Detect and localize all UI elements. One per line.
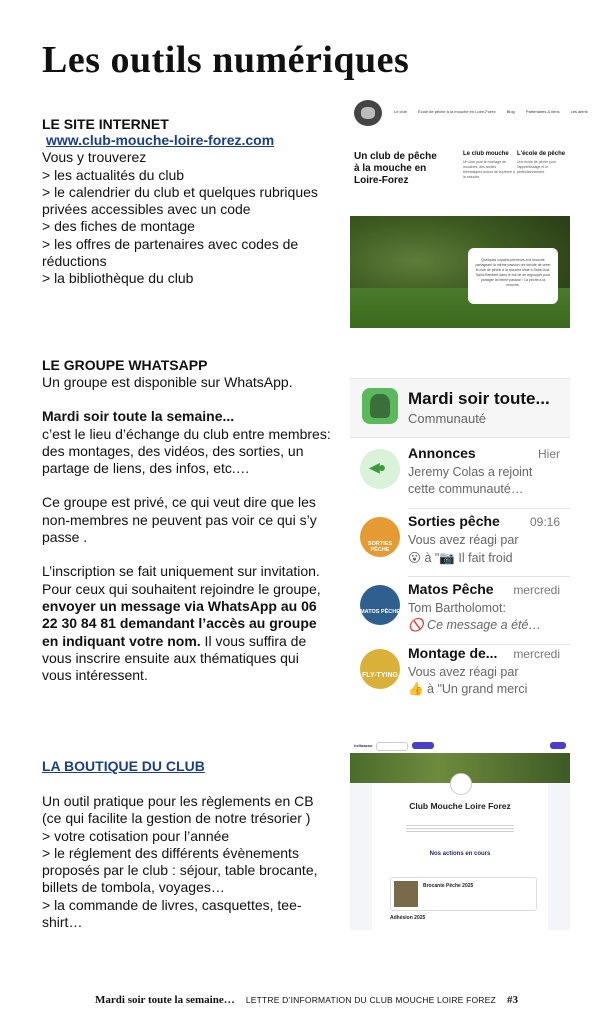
whatsapp-intro: Un groupe est disponible sur WhatsApp. xyxy=(42,374,293,390)
boutique-screenshot xyxy=(350,739,570,930)
footer-letter-title: LETTRE D’INFORMATION DU CLUB MOUCHE LOIRE FOREZ xyxy=(245,995,496,1005)
fly-tying-avatar xyxy=(360,649,400,689)
event-image xyxy=(394,881,418,907)
matos-peche-avatar xyxy=(360,585,400,625)
chat-name: Matos Pêche xyxy=(408,581,494,597)
chat-time: 09:16 xyxy=(529,515,560,529)
chat-name: Sorties pêche xyxy=(408,513,500,529)
megaphone-icon xyxy=(360,449,400,489)
chat-time: mercredi xyxy=(513,647,560,661)
sorties-peche-avatar xyxy=(360,517,400,557)
chat-row-annonces[interactable] xyxy=(350,441,570,509)
site-line: > la bibliothèque du club xyxy=(42,270,194,287)
org-description xyxy=(406,823,514,833)
site-heading: LE SITE INTERNET xyxy=(42,116,169,132)
website-screenshot xyxy=(350,96,588,328)
site-hero-title: Un club de pêche à la mouche en Loire-Forez xyxy=(354,151,437,186)
chat-preview: 🚫 Ce message a été… xyxy=(408,618,541,632)
chat-preview: Vous avez réagi par xyxy=(408,665,519,679)
event-title[interactable]: Adhésion 2025 xyxy=(390,915,426,921)
site-line: > les offres de partenaires avec codes de réductions xyxy=(42,235,299,270)
site-card-text: Quelques copains pêcheurs à la mouche partageant la même passion ont décidé de créer le club de pêche à la mouche situé à Saint-Just-Saint-Rambert dans le but de se regrouper pour partager la même passion : La pêche à la mouche. xyxy=(475,258,551,287)
site-nav-item[interactable]: Blog xyxy=(506,109,515,114)
site-line: > des fiches de montage xyxy=(42,218,195,235)
boutique-section-text xyxy=(42,793,332,931)
whatsapp-paragraph xyxy=(42,563,332,684)
boutique-line: > votre cotisation pour l’année xyxy=(42,827,230,844)
page-title: Les outils numériques xyxy=(42,39,410,81)
shop-brand: helloasso xyxy=(354,743,373,748)
whatsapp-group-name: Mardi soir toute la semaine... xyxy=(42,408,235,425)
site-col-ecole xyxy=(517,151,569,175)
community-header[interactable] xyxy=(350,379,570,438)
boutique-line: > le réglement des différents évènements proposés par le club : séjour, table brocante, billets de tombola, voyages… xyxy=(42,844,318,896)
avatar-label: SORTIES PÊCHE xyxy=(367,541,393,553)
login-button[interactable] xyxy=(550,742,566,749)
event-title: Brocante Pêche 2025 xyxy=(423,883,474,889)
whatsapp-paragraph: c’est le lieu d’échange du club entre membres: des montages, des vidéos, des sorties, un partage de liens, des infos, etc.… xyxy=(42,425,331,477)
chat-preview: Jeremy Colas a rejoint xyxy=(408,465,533,479)
whatsapp-paragraph: Ce groupe est privé, ce qui veut dire que les non-membres ne peuvent pas voir ce qui s’y passe . xyxy=(42,494,317,546)
chat-preview: cette communauté… xyxy=(408,482,524,496)
org-logo-icon xyxy=(450,773,472,795)
chat-row-sorties[interactable] xyxy=(350,509,570,577)
event-card[interactable] xyxy=(390,877,537,911)
page-footer xyxy=(0,994,613,1006)
avatar-label: FLY-TYING xyxy=(362,672,398,679)
community-icon xyxy=(362,388,398,424)
site-nav-item[interactable]: École de pêche à la mouche en Loire-Forez xyxy=(418,109,496,114)
chat-preview: 😮 à "📷 Il fait froid xyxy=(408,551,513,565)
search-button[interactable] xyxy=(412,742,434,749)
site-col-title: L'école de pêche xyxy=(517,151,566,157)
shop-topbar xyxy=(350,739,570,754)
boutique-line: > la commande de livres, casquettes, tee-shirt… xyxy=(42,896,302,931)
actions-title: Nos actions en cours xyxy=(429,851,491,857)
site-intro-card xyxy=(468,248,558,304)
site-url-link[interactable]: www.club-mouche-loire-forez.com xyxy=(46,132,275,148)
site-line: > le calendrier du club et quelques rubriques privées accessibles avec un code xyxy=(42,183,318,218)
site-line: > les actualités du club xyxy=(42,166,185,183)
whatsapp-section-text xyxy=(42,374,332,684)
avatar-label: MATOS PÊCHE xyxy=(360,609,400,615)
site-nav xyxy=(350,96,588,132)
footer-issue-number: #3 xyxy=(506,994,518,1006)
chat-preview: Vous avez réagi par xyxy=(408,533,519,547)
boutique-heading-link[interactable]: LA BOUTIQUE DU CLUB xyxy=(42,758,205,774)
site-section-text xyxy=(42,132,332,288)
site-nav-item[interactable]: Les aléris xyxy=(570,109,588,114)
chat-row-matos[interactable] xyxy=(350,577,570,645)
whatsapp-heading: LE GROUPE WHATSAPP xyxy=(42,357,208,373)
site-line: Vous y trouverez xyxy=(42,149,147,166)
org-name: Club Mouche Loire Forez xyxy=(409,801,511,811)
chat-name: Montage de... xyxy=(408,645,498,661)
community-subtitle: Communauté xyxy=(408,411,487,426)
site-col-text: Une école de pêche pour l'apprentissage et le perfectionnement. xyxy=(517,160,557,174)
site-nav-item[interactable]: Partenaires & liens xyxy=(525,109,560,114)
search-input[interactable] xyxy=(376,742,408,751)
whatsapp-invite-text: L’inscription se fait uniquement sur invitation. Pour ceux qui souhaitent rejoindre le groupe, xyxy=(42,563,321,597)
boutique-paragraph: Un outil pratique pour les règlements en CB (ce qui facilite la gestion de notre trésorier ) xyxy=(42,793,314,827)
community-title: Mardi soir toute... xyxy=(408,389,550,408)
footer-bulletin-name: Mardi soir toute la semaine… xyxy=(95,994,235,1006)
chat-preview: 👍 à "Un grand merci xyxy=(408,682,528,696)
site-nav-links xyxy=(394,109,598,114)
chat-name: Annonces xyxy=(408,445,476,461)
site-col-title: Le club mouche xyxy=(463,151,509,157)
whatsapp-contact-instruction: envoyer un message via WhatsApp au 06 22 30 84 81 demandant l’accès au groupe en indiquant votre nom. xyxy=(42,597,317,649)
chat-preview: Tom Bartholomot: xyxy=(408,601,506,615)
whatsapp-screenshot xyxy=(350,378,570,696)
chat-time: Hier xyxy=(537,447,560,461)
site-nav-item[interactable]: Le club xyxy=(394,109,407,114)
club-logo-icon xyxy=(354,100,382,126)
chat-row-montage[interactable] xyxy=(350,641,570,709)
chat-time: mercredi xyxy=(513,583,560,597)
site-col-club xyxy=(463,151,515,180)
site-col-text: Un club pour le montage de mouches, des sorties thématiques autour de la pêche à la mouche. xyxy=(463,160,515,179)
whatsapp-invite-end: Il vous suffira de vous inscrire ensuite aux thématiques qui vous intéressent. xyxy=(42,632,307,684)
